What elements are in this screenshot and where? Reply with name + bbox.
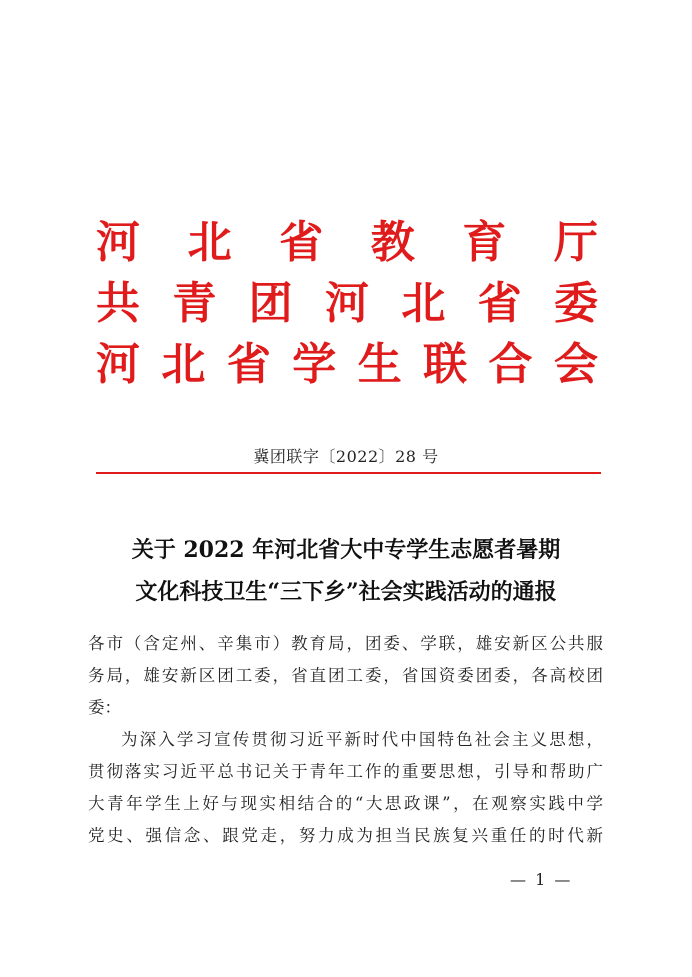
org-line-youth-league	[96, 273, 598, 334]
org-char: 委	[553, 278, 598, 329]
org-char: 北	[161, 339, 206, 390]
org-char: 省	[477, 278, 522, 329]
org-char: 团	[248, 278, 293, 329]
org-char: 北	[401, 278, 446, 329]
org-char: 生	[357, 339, 402, 390]
document-number: 冀团联字〔2022〕28 号	[253, 447, 439, 466]
page-number: — 1 —	[510, 870, 573, 889]
org-char: 学	[292, 339, 337, 390]
addressee-line: 委：	[88, 698, 121, 717]
header-divider	[96, 472, 601, 474]
body-text	[88, 628, 603, 852]
org-char: 厅	[553, 217, 598, 268]
org-char: 联	[423, 339, 468, 390]
org-char: 省	[226, 339, 271, 390]
paragraph-line: 贯彻落实习近平总书记关于青年工作的重要思想，引导和帮助广	[88, 762, 603, 781]
paragraph-line: 党史、强信念、跟党走，努力成为担当民族复兴重任的时代新	[88, 826, 603, 845]
org-char: 省	[279, 217, 324, 268]
org-line-student-federation	[96, 334, 598, 395]
org-char: 共	[96, 278, 140, 329]
org-char: 河	[96, 217, 140, 268]
org-char: 青	[172, 278, 217, 329]
issuing-organizations	[96, 212, 598, 395]
org-char: 教	[370, 217, 415, 268]
org-line-education-department	[96, 212, 598, 273]
notice-title-line-2: 文化科技卫生“三下乡”社会实践活动的通报	[135, 579, 557, 605]
notice-title	[0, 529, 692, 613]
org-char: 河	[324, 278, 369, 329]
addressee-line: 各市（含定州、辛集市）教育局，团委、学联，雄安新区公共服	[88, 634, 603, 653]
org-char: 河	[96, 339, 140, 390]
addressee-line: 务局，雄安新区团工委，省直团工委，省国资委团委，各高校团	[88, 666, 603, 685]
paragraph-line: 大青年学生上好与现实相结合的“大思政课”，在观察实践中学	[88, 794, 603, 813]
paragraph-line: 为深入学习宣传贯彻习近平新时代中国特色社会主义思想，	[121, 730, 603, 749]
org-char: 合	[488, 339, 533, 390]
org-char: 会	[553, 339, 598, 390]
org-char: 北	[187, 217, 232, 268]
notice-title-line-1: 关于 2022 年河北省大中专学生志愿者暑期	[131, 537, 561, 563]
org-char: 育	[462, 217, 507, 268]
